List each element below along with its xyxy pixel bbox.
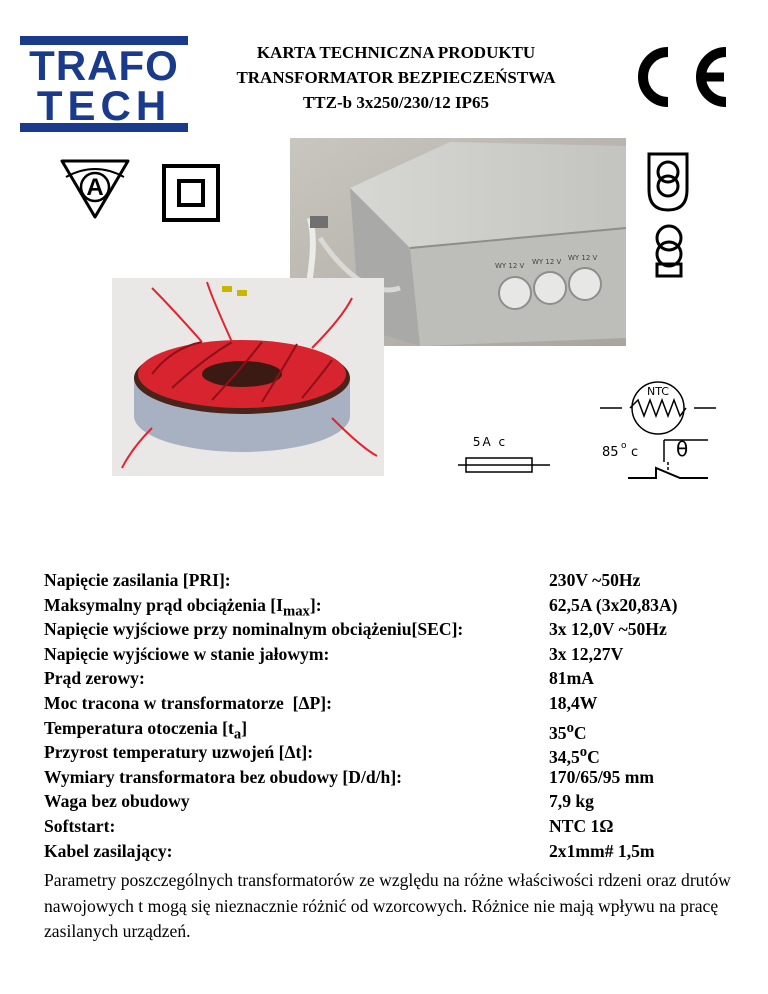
spec-row: [44, 642, 744, 667]
spec-value: 35$^o$C: [549, 719, 587, 743]
spec-label: Przyrost temperatury uzwojeń [Δt]:: [44, 742, 314, 763]
ntc-thermistor-icon: [600, 380, 716, 436]
header-title: KARTA TECHNICZNA PRODUKTU: [256, 43, 536, 62]
short-circuit-proof-transformer-icon: [643, 150, 693, 214]
spec-row: [44, 765, 744, 790]
trafotech-logo: [20, 36, 188, 132]
spec-label: Napięcie zasilania [PRI]:: [44, 570, 231, 590]
spec-label: Napięcie wyjściowe w stanie jałowym:: [44, 643, 330, 664]
logo-line1: TRAFO: [29, 42, 179, 89]
spec-value: 230V ~50Hz: [549, 570, 641, 590]
spec-row: [44, 593, 744, 618]
spec-value: 3x 12,27V: [549, 643, 624, 664]
thermal-unit: c: [631, 445, 639, 460]
box-label-1: WY 12 V: [495, 262, 525, 270]
spec-row: [44, 568, 744, 593]
a-safety-mark-icon: [58, 157, 132, 221]
spec-value: 62,5A (3x20,83A): [549, 594, 678, 615]
spec-row: [44, 617, 744, 642]
header-model: TTZ-b 3x250/230/12 IP65: [302, 93, 490, 112]
spec-label: Wymiary transformatora bez obudowy [D/d/h]:: [44, 766, 403, 787]
spec-value: 3x 12,0V ~50Hz: [549, 619, 667, 640]
spec-row: [44, 789, 744, 814]
spec-value: 81mA: [549, 668, 594, 689]
spec-row: [44, 666, 744, 691]
spec-value: 2x1mm# 1,5m: [549, 840, 655, 861]
fuse-label: 5A c: [472, 435, 508, 449]
spec-label: Waga bez obudowy: [44, 791, 190, 812]
spec-value: NTC 1Ω: [549, 815, 614, 836]
spec-table: [44, 568, 744, 863]
disclaimer-note: Parametry poszczególnych transformatorów ze względu na różne właściwości rdzeni oraz drutów nawojowych t mogą się nieznacznie różnić od wzorcowych. Różnice nie mają wpływu na pracę zasilanych urządzeń.: [44, 870, 731, 941]
spec-row: [44, 839, 744, 864]
thermal-degree: o: [621, 441, 627, 451]
spec-row: [44, 814, 744, 839]
spec-label: Moc tracona w transformatorze [ΔP]:: [44, 692, 333, 713]
ce-mark-icon: [626, 42, 736, 112]
double-insulation-icon: [161, 163, 221, 223]
spec-value: 18,4W: [549, 692, 598, 713]
box-label-2: WY 12 V: [532, 258, 562, 266]
spec-label: Softstart:: [44, 815, 116, 836]
spec-row: [44, 740, 744, 768]
spec-value: 34,5$^o$C: [549, 744, 600, 768]
thermal-theta: θ: [676, 437, 689, 461]
safety-transformer-icon: [648, 222, 690, 280]
toroidal-transformer-photo: [112, 278, 384, 476]
logo-line2: TECH: [36, 82, 172, 129]
spec-label: Napięcie wyjściowe przy nominalnym obciążeniu[SEC]:: [44, 619, 464, 640]
spec-row: [44, 691, 744, 716]
ntc-label: NTC: [647, 385, 669, 398]
box-label-3: WY 12 V: [568, 254, 598, 262]
document-header: [196, 40, 596, 115]
spec-label: Prąd zerowy:: [44, 668, 145, 689]
thermal-temp: 85: [602, 445, 619, 460]
spec-row: [44, 716, 744, 741]
spec-label: Maksymalny prąd obciążenia $[I_{max}]$:: [44, 594, 322, 620]
spec-label: Temperatura otoczenia $[t_a]$: [44, 717, 248, 743]
spec-label: Kabel zasilający:: [44, 840, 173, 861]
header-subtitle: TRANSFORMATOR BEZPIECZEŃSTWA: [236, 68, 556, 87]
a-mark-letter: A: [86, 174, 104, 201]
spec-value: 7,9 kg: [549, 791, 594, 812]
spec-value: 170/65/95 mm: [549, 766, 655, 787]
fuse-icon: [458, 432, 550, 494]
thermal-switch-icon: [598, 432, 718, 494]
